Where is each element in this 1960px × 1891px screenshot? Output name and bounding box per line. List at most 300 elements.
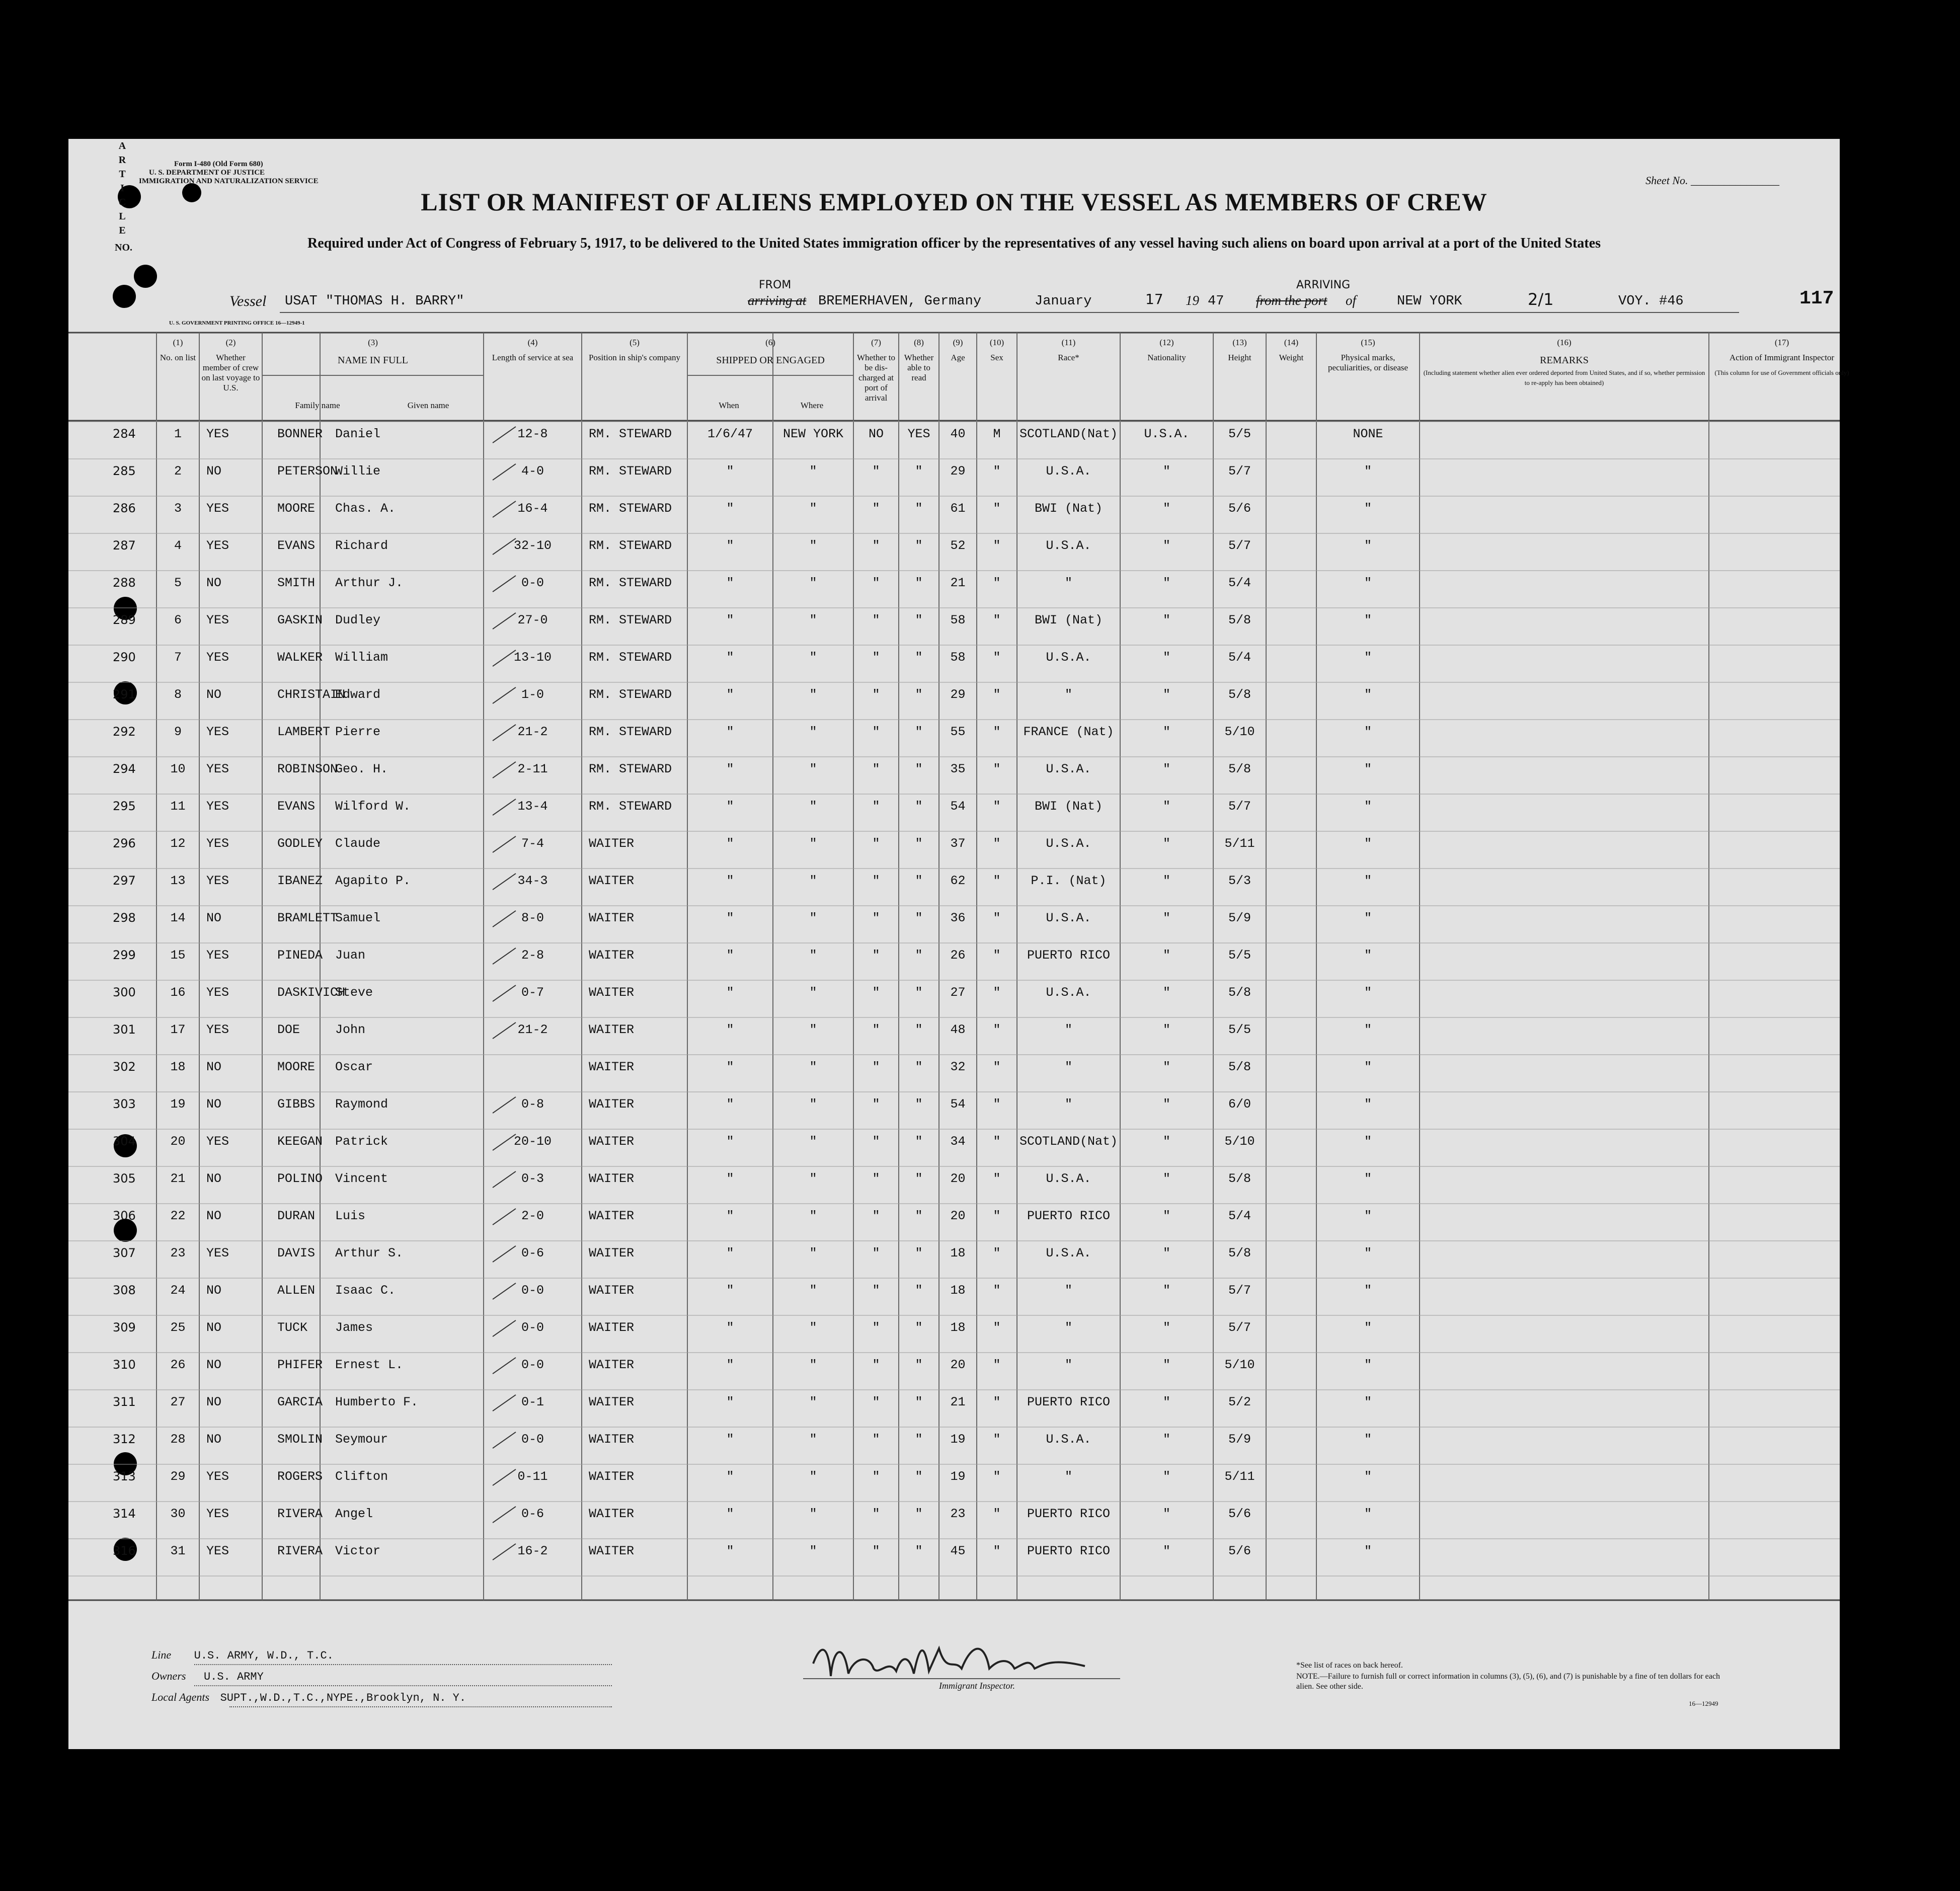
cell-when: " bbox=[726, 1171, 734, 1186]
column-number-15: (15) bbox=[1361, 338, 1375, 347]
cell-family: GODLEY bbox=[277, 836, 323, 851]
cell-disch: " bbox=[872, 650, 880, 665]
cell-prev: YES bbox=[206, 1134, 229, 1149]
cell-race: " bbox=[1064, 1320, 1072, 1335]
cell-where: " bbox=[809, 538, 817, 553]
cell-family: CHRISTAIN bbox=[277, 687, 346, 702]
cell-service: 27-0 bbox=[517, 613, 548, 627]
cell-race: U.S.A. bbox=[1046, 762, 1091, 776]
cell-race: U.S.A. bbox=[1046, 538, 1091, 553]
cell-nat: " bbox=[1162, 1022, 1170, 1037]
cell-family: DAVIS bbox=[277, 1246, 316, 1260]
cell-where: " bbox=[809, 1358, 817, 1372]
cell-service: 0-8 bbox=[521, 1097, 544, 1112]
cell-race: P.I. (Nat) bbox=[1031, 874, 1107, 888]
cell-art: 313 bbox=[113, 1469, 136, 1483]
form-code: 16—12949 bbox=[1689, 1700, 1718, 1707]
cell-no: 10 bbox=[170, 762, 186, 776]
cell-prev: NO bbox=[206, 1432, 222, 1447]
cell-marks: " bbox=[1364, 1395, 1372, 1409]
cell-race: U.S.A. bbox=[1046, 650, 1091, 665]
cell-read: " bbox=[915, 1544, 923, 1558]
cell-age: 35 bbox=[950, 762, 966, 776]
cell-family: GASKIN bbox=[277, 613, 323, 627]
cell-disch: " bbox=[872, 1320, 880, 1335]
cell-disch: " bbox=[872, 1060, 880, 1074]
year: 47 bbox=[1208, 294, 1224, 309]
cell-disch: " bbox=[872, 1544, 880, 1558]
cell-read: " bbox=[915, 576, 923, 590]
cell-age: 21 bbox=[950, 1395, 966, 1409]
cell-position: RM. STEWARD bbox=[589, 762, 672, 776]
cell-family: DOE bbox=[277, 1022, 300, 1037]
cell-nat: " bbox=[1162, 948, 1170, 963]
cell-prev: YES bbox=[206, 762, 229, 776]
cell-sex: " bbox=[993, 725, 1001, 739]
column-header-3: NAME IN FULL bbox=[338, 355, 408, 366]
cell-given: Arthur S. bbox=[335, 1246, 404, 1260]
cell-family: RIVERA bbox=[277, 1544, 323, 1558]
cell-age: 20 bbox=[950, 1358, 966, 1372]
cell-position: WAITER bbox=[589, 1097, 635, 1112]
cell-marks: " bbox=[1364, 1358, 1372, 1372]
cell-family: DASKIVICH bbox=[277, 985, 346, 1000]
cell-art: 310 bbox=[113, 1358, 136, 1372]
column-number-16: (16) bbox=[1557, 338, 1572, 347]
cell-marks: " bbox=[1364, 1097, 1372, 1112]
cell-where: " bbox=[809, 1134, 817, 1149]
cell-disch: " bbox=[872, 985, 880, 1000]
cell-sex: " bbox=[993, 687, 1001, 702]
cell-nat: " bbox=[1162, 501, 1170, 516]
cell-no: 22 bbox=[170, 1209, 186, 1223]
cell-when: " bbox=[726, 948, 734, 963]
cell-given: Isaac C. bbox=[335, 1283, 396, 1298]
cell-when: " bbox=[726, 501, 734, 516]
cell-race: FRANCE (Nat) bbox=[1023, 725, 1114, 739]
cell-family: MOORE bbox=[277, 1060, 316, 1074]
column-number-9: (9) bbox=[953, 338, 963, 347]
year-prefix: 19 bbox=[1186, 293, 1199, 308]
cell-marks: " bbox=[1364, 911, 1372, 925]
port-to: NEW YORK bbox=[1397, 294, 1462, 309]
cell-race: BWI (Nat) bbox=[1034, 613, 1103, 627]
cell-position: RM. STEWARD bbox=[589, 799, 672, 814]
cell-age: 61 bbox=[950, 501, 966, 516]
cell-height: 5/4 bbox=[1228, 1209, 1251, 1223]
cell-prev: YES bbox=[206, 427, 229, 441]
cell-disch: " bbox=[872, 1358, 880, 1372]
cell-when: " bbox=[726, 799, 734, 814]
cell-age: 19 bbox=[950, 1469, 966, 1484]
cell-when: " bbox=[726, 1246, 734, 1260]
column-header-5: Position in ship's company bbox=[588, 353, 681, 362]
cell-sex: " bbox=[993, 1320, 1001, 1335]
cell-marks: " bbox=[1364, 1283, 1372, 1298]
cell-art: 297 bbox=[113, 874, 136, 888]
cell-race: " bbox=[1064, 687, 1072, 702]
cell-art: 284 bbox=[113, 427, 136, 441]
cell-family: ROGERS bbox=[277, 1469, 323, 1484]
cell-age: 34 bbox=[950, 1134, 966, 1149]
cell-no: 18 bbox=[170, 1060, 186, 1074]
cell-family: EVANS bbox=[277, 799, 316, 814]
cell-art: 289 bbox=[113, 613, 136, 627]
cell-when: " bbox=[726, 576, 734, 590]
cell-disch: " bbox=[872, 1246, 880, 1260]
cell-height: 5/6 bbox=[1228, 1507, 1251, 1521]
cell-race: BWI (Nat) bbox=[1034, 799, 1103, 814]
cell-race: " bbox=[1064, 1358, 1072, 1372]
cell-given: Wilford W. bbox=[335, 799, 411, 814]
owners-label: Owners bbox=[151, 1670, 186, 1682]
cell-where: " bbox=[809, 799, 817, 814]
arriving-handwritten: ARRIVING bbox=[1296, 279, 1351, 291]
cell-where: " bbox=[809, 836, 817, 851]
cell-read: YES bbox=[907, 427, 930, 441]
cell-read: " bbox=[915, 1358, 923, 1372]
cell-family: PHIFER bbox=[277, 1358, 323, 1372]
cell-when: " bbox=[726, 1097, 734, 1112]
cell-family: SMITH bbox=[277, 576, 316, 590]
cell-given: Ernest L. bbox=[335, 1358, 404, 1372]
cell-art: 301 bbox=[113, 1022, 136, 1037]
form-service: IMMIGRATION AND NATURALIZATION SERVICE bbox=[139, 177, 319, 185]
of-label: of bbox=[1346, 293, 1357, 308]
cell-given: William bbox=[335, 650, 388, 665]
cell-read: " bbox=[915, 1320, 923, 1335]
cell-no: 13 bbox=[170, 874, 186, 888]
voyage-number: VOY. #46 bbox=[1618, 294, 1684, 309]
cell-height: 5/8 bbox=[1228, 1171, 1251, 1186]
line-value: U.S. ARMY, W.D., T.C. bbox=[194, 1649, 334, 1662]
cell-sex: " bbox=[993, 1134, 1001, 1149]
cell-prev: YES bbox=[206, 725, 229, 739]
footer-line bbox=[151, 1648, 334, 1662]
cell-no: 11 bbox=[170, 799, 186, 814]
cell-disch: " bbox=[872, 762, 880, 776]
cell-sex: " bbox=[993, 1432, 1001, 1447]
cell-when: " bbox=[726, 538, 734, 553]
cell-height: 5/7 bbox=[1228, 464, 1251, 479]
cell-nat: " bbox=[1162, 1209, 1170, 1223]
cell-read: " bbox=[915, 911, 923, 925]
cell-service: 4-0 bbox=[521, 464, 544, 479]
cell-read: " bbox=[915, 501, 923, 516]
cell-service: 0-0 bbox=[521, 576, 544, 590]
cell-where: " bbox=[809, 650, 817, 665]
cell-read: " bbox=[915, 762, 923, 776]
cell-family: KEEGAN bbox=[277, 1134, 323, 1149]
cell-service: 13-4 bbox=[517, 799, 548, 814]
cell-read: " bbox=[915, 1469, 923, 1484]
cell-given: James bbox=[335, 1320, 373, 1335]
cell-given: Agapito P. bbox=[335, 874, 411, 888]
cell-age: 29 bbox=[950, 687, 966, 702]
cell-when: " bbox=[726, 1395, 734, 1409]
cell-where: " bbox=[809, 1097, 817, 1112]
cell-age: 20 bbox=[950, 1209, 966, 1223]
cell-sex: " bbox=[993, 836, 1001, 851]
cell-where: " bbox=[809, 762, 817, 776]
cell-no: 6 bbox=[174, 613, 182, 627]
cell-position: WAITER bbox=[589, 911, 635, 925]
column-header-16: REMARKS bbox=[1540, 355, 1589, 366]
cell-height: 5/9 bbox=[1228, 1432, 1251, 1447]
cell-nat: " bbox=[1162, 1097, 1170, 1112]
cell-family: MOORE bbox=[277, 501, 316, 516]
cell-no: 23 bbox=[170, 1246, 186, 1260]
cell-prev: YES bbox=[206, 650, 229, 665]
cell-read: " bbox=[915, 799, 923, 814]
column-number-2: (2) bbox=[225, 338, 236, 347]
cell-sex: " bbox=[993, 1060, 1001, 1074]
cell-height: 5/8 bbox=[1228, 687, 1251, 702]
penalty-note: NOTE.—Failure to furnish full or correct information in columns (3), (5), (6), and (7) is punishable by a fine of ten dollars for each alien. See other side. bbox=[1296, 1672, 1720, 1691]
cell-disch: " bbox=[872, 911, 880, 925]
page-title: LIST OR MANIFEST OF ALIENS EMPLOYED ON THE VESSEL AS MEMBERS OF CREW bbox=[421, 188, 1487, 216]
column-number-1: (1) bbox=[173, 338, 183, 347]
cell-no: 21 bbox=[170, 1171, 186, 1186]
cell-age: 36 bbox=[950, 911, 966, 925]
cell-disch: " bbox=[872, 725, 880, 739]
cell-prev: YES bbox=[206, 799, 229, 814]
cell-disch: " bbox=[872, 1432, 880, 1447]
cell-disch: " bbox=[872, 1171, 880, 1186]
cell-where: " bbox=[809, 874, 817, 888]
cell-position: RM. STEWARD bbox=[589, 501, 672, 516]
cell-read: " bbox=[915, 874, 923, 888]
cell-position: WAITER bbox=[589, 1209, 635, 1223]
cell-age: 54 bbox=[950, 1097, 966, 1112]
cell-where: " bbox=[809, 1209, 817, 1223]
cell-race: U.S.A. bbox=[1046, 464, 1091, 479]
cell-where: " bbox=[809, 1246, 817, 1260]
column-subheader: Given name bbox=[407, 401, 449, 410]
cell-no: 15 bbox=[170, 948, 186, 963]
cell-race: " bbox=[1064, 1469, 1072, 1484]
cell-disch: NO bbox=[868, 427, 884, 441]
cell-family: ROBINSON bbox=[277, 762, 338, 776]
cell-sex: " bbox=[993, 1209, 1001, 1223]
cell-prev: YES bbox=[206, 613, 229, 627]
cell-no: 27 bbox=[170, 1395, 186, 1409]
cell-where: " bbox=[809, 911, 817, 925]
cell-height: 5/5 bbox=[1228, 948, 1251, 963]
cell-family: PINEDA bbox=[277, 948, 323, 963]
cell-height: 5/5 bbox=[1228, 1022, 1251, 1037]
cell-art: 294 bbox=[113, 762, 136, 776]
cell-age: 32 bbox=[950, 1060, 966, 1074]
cell-race: SCOTLAND(Nat) bbox=[1019, 1134, 1118, 1149]
cell-art: 300 bbox=[113, 985, 136, 999]
cell-nat: " bbox=[1162, 874, 1170, 888]
cell-prev: NO bbox=[206, 911, 222, 925]
cell-read: " bbox=[915, 1209, 923, 1223]
cell-race: PUERTO RICO bbox=[1027, 1209, 1111, 1223]
cell-prev: YES bbox=[206, 538, 229, 553]
cell-where: " bbox=[809, 687, 817, 702]
cell-race: PUERTO RICO bbox=[1027, 948, 1111, 963]
cell-position: WAITER bbox=[589, 1246, 635, 1260]
cell-no: 25 bbox=[170, 1320, 186, 1335]
cell-marks: " bbox=[1364, 1022, 1372, 1037]
cell-service: 12-8 bbox=[517, 427, 548, 441]
cell-sex: " bbox=[993, 576, 1001, 590]
cell-art: 299 bbox=[113, 948, 136, 962]
cell-read: " bbox=[915, 464, 923, 479]
cell-service: 0-6 bbox=[521, 1246, 544, 1260]
column-header-8: Whether able to read bbox=[904, 353, 934, 382]
cell-nat: " bbox=[1162, 836, 1170, 851]
cell-given: Samuel bbox=[335, 911, 381, 925]
cell-when: " bbox=[726, 613, 734, 627]
cell-marks: " bbox=[1364, 1432, 1372, 1447]
column-number-13: (13) bbox=[1232, 338, 1247, 347]
cell-marks: " bbox=[1364, 501, 1372, 516]
cell-height: 5/8 bbox=[1228, 985, 1251, 1000]
cell-height: 5/11 bbox=[1224, 1469, 1255, 1484]
cell-nat: " bbox=[1162, 1395, 1170, 1409]
cell-family: DURAN bbox=[277, 1209, 316, 1223]
cell-given: John bbox=[335, 1022, 366, 1037]
cell-disch: " bbox=[872, 464, 880, 479]
form-number: Form I-480 (Old Form 680) bbox=[174, 160, 263, 168]
cell-disch: " bbox=[872, 501, 880, 516]
cell-nat: " bbox=[1162, 725, 1170, 739]
cell-sex: " bbox=[993, 1171, 1001, 1186]
cell-race: SCOTLAND(Nat) bbox=[1019, 427, 1118, 441]
cell-marks: " bbox=[1364, 613, 1372, 627]
cell-height: 5/9 bbox=[1228, 911, 1251, 925]
cell-height: 5/5 bbox=[1228, 427, 1251, 441]
cell-where: " bbox=[809, 1283, 817, 1298]
cell-race: " bbox=[1064, 1283, 1072, 1298]
cell-nat: " bbox=[1162, 687, 1170, 702]
cell-sex: " bbox=[993, 1022, 1001, 1037]
cell-marks: " bbox=[1364, 1171, 1372, 1186]
cell-art: 304 bbox=[113, 1134, 136, 1148]
cell-given: Dudley bbox=[335, 613, 381, 627]
race-note: *See list of races on back hereof. bbox=[1296, 1661, 1403, 1670]
cell-art: 295 bbox=[113, 799, 136, 813]
cell-position: WAITER bbox=[589, 1022, 635, 1037]
cell-when: " bbox=[726, 1544, 734, 1558]
cell-given: Willie bbox=[335, 464, 381, 479]
column-header-14: Weight bbox=[1279, 353, 1304, 362]
cell-position: WAITER bbox=[589, 1171, 635, 1186]
cell-prev: NO bbox=[206, 1283, 222, 1298]
cell-race: U.S.A. bbox=[1046, 1432, 1091, 1447]
cell-art: 314 bbox=[113, 1507, 136, 1521]
cell-given: Daniel bbox=[335, 427, 381, 441]
cell-position: WAITER bbox=[589, 985, 635, 1000]
cell-art: 312 bbox=[113, 1432, 136, 1446]
cell-where: " bbox=[809, 501, 817, 516]
cell-age: 18 bbox=[950, 1246, 966, 1260]
cell-nat: " bbox=[1162, 650, 1170, 665]
cell-sex: " bbox=[993, 985, 1001, 1000]
cell-read: " bbox=[915, 836, 923, 851]
cell-nat: " bbox=[1162, 911, 1170, 925]
cell-nat: " bbox=[1162, 1171, 1170, 1186]
cell-prev: NO bbox=[206, 687, 222, 702]
cell-sex: " bbox=[993, 874, 1001, 888]
cell-given: Claude bbox=[335, 836, 381, 851]
cell-when: " bbox=[726, 1469, 734, 1484]
cell-sex: " bbox=[993, 1544, 1001, 1558]
cell-family: EVANS bbox=[277, 538, 316, 553]
cell-age: 40 bbox=[950, 427, 966, 441]
cell-read: " bbox=[915, 1060, 923, 1074]
cell-marks: " bbox=[1364, 650, 1372, 665]
cell-where: " bbox=[809, 725, 817, 739]
cell-family: POLINO bbox=[277, 1171, 323, 1186]
cell-race: U.S.A. bbox=[1046, 985, 1091, 1000]
cell-age: 21 bbox=[950, 576, 966, 590]
cell-where: " bbox=[809, 1469, 817, 1484]
vessel-label: Vessel bbox=[229, 293, 267, 309]
cell-no: 1 bbox=[174, 427, 182, 441]
arriving-at-struck: arriving at bbox=[748, 293, 807, 308]
cell-art: 285 bbox=[113, 464, 136, 478]
cell-age: 52 bbox=[950, 538, 966, 553]
page-number: 117 bbox=[1799, 288, 1834, 309]
manifest-page bbox=[68, 139, 1849, 1749]
cell-prev: NO bbox=[206, 1171, 222, 1186]
cell-age: 27 bbox=[950, 985, 966, 1000]
column-number-7: (7) bbox=[871, 338, 881, 347]
cell-position: WAITER bbox=[589, 1507, 635, 1521]
cell-position: WAITER bbox=[589, 1134, 635, 1149]
cell-race: PUERTO RICO bbox=[1027, 1395, 1111, 1409]
cell-when: " bbox=[726, 1507, 734, 1521]
cell-family: LAMBERT bbox=[277, 725, 331, 739]
cell-race: " bbox=[1064, 1022, 1072, 1037]
port-from: BREMERHAVEN, Germany bbox=[818, 294, 982, 309]
cell-prev: YES bbox=[206, 874, 229, 888]
cell-read: " bbox=[915, 1134, 923, 1149]
cell-sex: " bbox=[993, 1395, 1001, 1409]
cell-prev: YES bbox=[206, 1022, 229, 1037]
cell-read: " bbox=[915, 613, 923, 627]
cell-disch: " bbox=[872, 948, 880, 963]
cell-where: NEW YORK bbox=[782, 427, 844, 441]
cell-service: 8-0 bbox=[521, 911, 544, 925]
cell-given: Richard bbox=[335, 538, 388, 553]
cell-race: " bbox=[1064, 1060, 1072, 1074]
agents-label: Local Agents bbox=[151, 1691, 210, 1703]
cell-where: " bbox=[809, 464, 817, 479]
cell-art: 286 bbox=[113, 501, 136, 515]
cell-sex: " bbox=[993, 1097, 1001, 1112]
cell-read: " bbox=[915, 1171, 923, 1186]
cell-height: 5/4 bbox=[1228, 650, 1251, 665]
cell-disch: " bbox=[872, 1395, 880, 1409]
cell-height: 5/8 bbox=[1228, 1060, 1251, 1074]
cell-service: 0-0 bbox=[521, 1358, 544, 1372]
cell-prev: NO bbox=[206, 464, 222, 479]
column-header-12: Nationality bbox=[1147, 353, 1186, 362]
cell-given: Edward bbox=[335, 687, 381, 702]
cell-when: " bbox=[726, 1022, 734, 1037]
cell-age: 19 bbox=[950, 1432, 966, 1447]
cell-no: 17 bbox=[170, 1022, 186, 1037]
cell-sex: " bbox=[993, 948, 1001, 963]
cell-family: GARCIA bbox=[277, 1395, 323, 1409]
cell-read: " bbox=[915, 985, 923, 1000]
cell-when: " bbox=[726, 1432, 734, 1447]
